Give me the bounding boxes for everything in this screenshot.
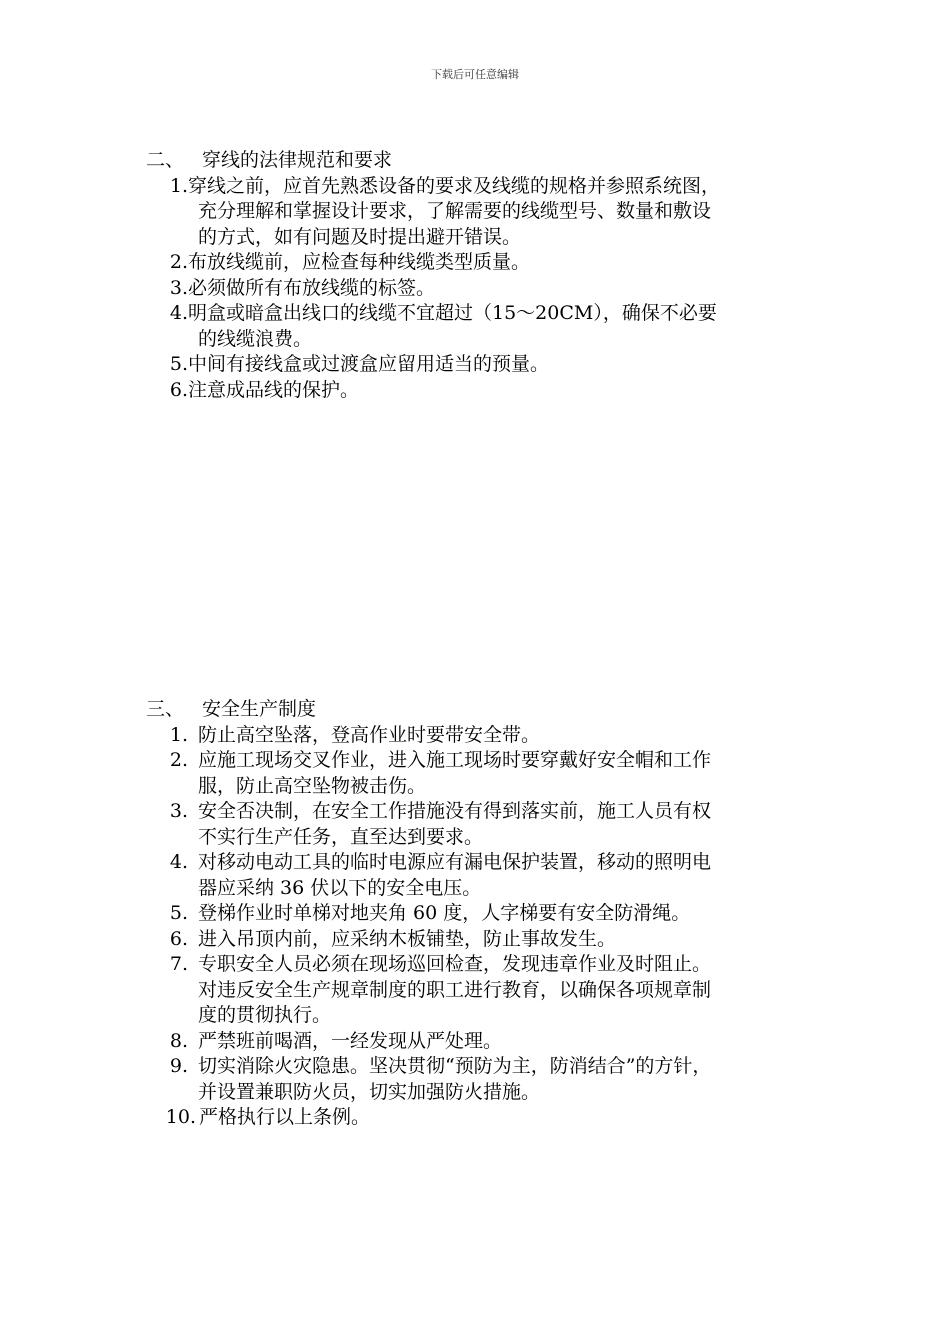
list-item-text	[188, 748, 816, 799]
list-item	[146, 301, 816, 352]
list-item-text	[188, 850, 816, 901]
list-item	[146, 276, 816, 302]
list-item-text	[188, 927, 816, 953]
list-item	[146, 952, 816, 1029]
list-item-text	[196, 1105, 816, 1131]
section-title: 穿线的法律规范和要求	[202, 149, 393, 171]
section-safety-rules	[146, 697, 816, 1131]
list-item-number: 9.	[169, 1055, 188, 1077]
list-item	[146, 799, 816, 850]
list-item-line: 防止高空坠落，登高作业时要带安全带。	[198, 723, 541, 746]
list-item-line: 的线缆浪费。	[198, 327, 313, 350]
list-item-line: 充分理解和掌握设计要求，了解需要的线缆型号、数量和敷设	[198, 200, 712, 222]
list-item-line: 明盒或暗盒出线口的线缆不宜超过（15～20CM），确保不必要	[188, 302, 717, 324]
list-item-line: 度的贯彻执行。	[198, 1004, 332, 1026]
page-header: 下载后可任意编辑	[431, 68, 519, 81]
list-item-line: 登梯作业时单梯对地夹角 60 度，人字梯要有安全防滑绳。	[198, 902, 691, 924]
list-item	[146, 1029, 816, 1055]
section-number: 三、	[146, 698, 185, 720]
list-item-line: 穿线之前，应首先熟悉设备的要求及线缆的规格并参照系统图，	[188, 174, 721, 197]
list-item-text	[188, 1054, 816, 1105]
list-item	[146, 723, 816, 749]
list-item-line: 不实行生产任务，直至达到要求。	[198, 825, 484, 848]
list-item-text	[188, 378, 816, 404]
list-item	[146, 927, 816, 953]
list-item-text	[188, 276, 816, 302]
list-item-number: 2.	[169, 749, 188, 771]
list-item-text	[188, 799, 816, 850]
list-item-number: 6.	[169, 378, 188, 401]
list-item	[146, 1054, 816, 1105]
list-item-number: 6.	[169, 927, 188, 950]
list-item-number: 4.	[169, 851, 188, 873]
list-item-line: 器应采纳 36 伏以下的安全电压。	[198, 876, 482, 899]
list-item	[146, 1105, 816, 1131]
list-item-text	[188, 301, 816, 352]
list-item-number: 1.	[169, 174, 188, 197]
list-item	[146, 748, 816, 799]
list-item-number: 5.	[169, 353, 188, 375]
section-heading	[146, 697, 816, 723]
list-item-number: 4.	[169, 302, 188, 324]
list-item-number: 7.	[169, 953, 188, 975]
list-item-line: 安全否决制，在安全工作措施没有得到落实前，施工人员有权	[198, 800, 712, 822]
list-item-number: 10.	[165, 1106, 196, 1128]
list-item-line: 对移动电动工具的临时电源应有漏电保护装置，移动的照明电	[198, 851, 712, 873]
list-item-number: 3.	[169, 276, 188, 299]
section-wiring-requirements	[146, 148, 816, 403]
list-item-line: 服，防止高空坠物被击伤。	[198, 774, 427, 797]
section-number: 二、	[146, 149, 185, 171]
list-item-line: 切实消除火灾隐患。坚决贯彻“预防为主，防消结合”的方针，	[198, 1055, 712, 1077]
list-item-line: 的方式，如有问题及时提出避开错误。	[198, 225, 522, 248]
list-item	[146, 850, 816, 901]
list-item-number: 8.	[169, 1029, 188, 1052]
list-item-text	[188, 723, 816, 749]
list-item-text	[188, 901, 816, 927]
list-item-line: 应施工现场交叉作业，进入施工现场时要穿戴好安全帽和工作	[198, 749, 712, 771]
list-item-line: 进入吊顶内前，应采纳木板铺垫，防止事故发生。	[198, 927, 617, 950]
list-item-number: 3.	[169, 800, 188, 822]
list-item-line: 中间有接线盒或过渡盒应留用适当的预量。	[188, 353, 550, 375]
list-item-number: 2.	[169, 251, 188, 273]
list-item-line: 对违反安全生产规章制度的职工进行教育，以确保各项规章制	[198, 978, 712, 1001]
list-item-text	[188, 352, 816, 378]
list-item-line: 严格执行以上条例。	[199, 1106, 371, 1128]
list-item	[146, 174, 816, 251]
section-title: 安全生产制度	[202, 698, 317, 720]
safety-rules-list	[146, 723, 816, 1131]
list-item	[146, 378, 816, 404]
requirements-list	[146, 174, 816, 404]
list-item-text	[188, 952, 816, 1029]
list-item-number: 5.	[169, 902, 188, 924]
list-item	[146, 352, 816, 378]
list-item-text	[188, 1029, 816, 1055]
list-item-text	[188, 250, 816, 276]
list-item-line: 并设置兼职防火员，切实加强防火措施。	[198, 1080, 541, 1103]
section-heading	[146, 148, 816, 174]
list-item-number: 1.	[169, 723, 188, 746]
list-item-line: 专职安全人员必须在现场巡回检查，发现违章作业及时阻止。	[198, 953, 712, 975]
list-item	[146, 250, 816, 276]
list-item	[146, 901, 816, 927]
list-item-line: 注意成品线的保护。	[188, 378, 360, 401]
list-item-line: 严禁班前喝酒，一经发现从严处理。	[198, 1029, 503, 1052]
list-item-line: 布放线缆前，应检查每种线缆类型质量。	[188, 251, 531, 273]
list-item-text	[188, 174, 816, 251]
list-item-line: 必须做所有布放线缆的标签。	[188, 276, 436, 299]
